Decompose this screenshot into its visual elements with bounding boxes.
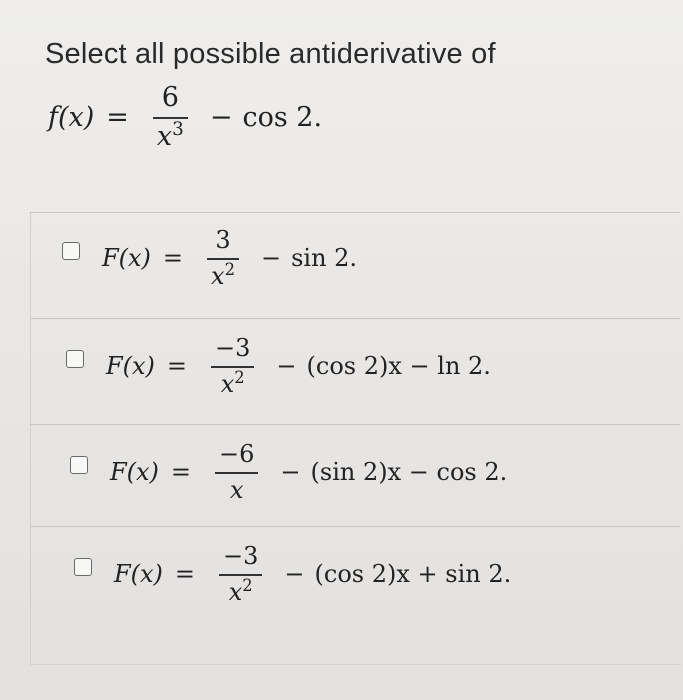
minus-operator: − <box>284 560 305 588</box>
denominator-exponent: 2 <box>242 576 253 596</box>
answer-option-1[interactable] <box>62 226 357 290</box>
fraction-numerator: 3 <box>215 226 231 254</box>
fraction <box>207 226 239 290</box>
denominator-base: x <box>220 370 235 398</box>
fraction-denominator <box>207 260 239 290</box>
answer-option-2[interactable] <box>66 334 491 398</box>
option-formula <box>110 440 507 504</box>
denominator-base: x <box>228 578 243 606</box>
minus-operator: − <box>260 244 282 272</box>
denominator-base: x <box>156 121 173 152</box>
fraction-denominator <box>153 119 188 152</box>
fraction <box>153 82 188 152</box>
formula-lhs: F(x) <box>114 560 163 588</box>
equals-sign: = <box>162 244 184 272</box>
formula-tail: (sin 2)x − cos 2. <box>310 458 508 486</box>
fraction <box>211 334 254 398</box>
equals-sign: = <box>170 458 192 486</box>
equals-sign: = <box>106 101 129 133</box>
function-tail: cos 2. <box>242 101 323 133</box>
fraction <box>215 440 258 504</box>
denominator-base: x <box>229 476 244 504</box>
minus-operator: − <box>280 458 301 486</box>
minus-operator: − <box>209 101 233 133</box>
formula-lhs: F(x) <box>102 244 151 272</box>
denominator-exponent: 2 <box>224 260 235 280</box>
fraction-denominator <box>217 368 249 398</box>
fraction-denominator <box>226 474 248 504</box>
option-formula <box>102 226 357 290</box>
answer-option-4[interactable] <box>74 542 511 606</box>
divider <box>30 318 680 319</box>
fraction-numerator: −3 <box>215 334 251 362</box>
formula-tail: sin 2. <box>291 244 358 272</box>
checkbox[interactable] <box>70 456 88 474</box>
divider <box>30 526 680 527</box>
checkbox[interactable] <box>66 350 84 368</box>
formula-tail: (cos 2)x + sin 2. <box>314 560 512 588</box>
divider <box>30 424 680 425</box>
divider <box>30 212 680 213</box>
formula-lhs: F(x) <box>106 352 155 380</box>
formula-lhs: F(x) <box>110 458 159 486</box>
fraction-numerator: −3 <box>223 542 259 570</box>
answer-option-3[interactable] <box>70 440 507 504</box>
denominator-exponent: 3 <box>172 118 184 140</box>
function-definition <box>48 82 322 152</box>
equals-sign: = <box>174 560 196 588</box>
question-prompt: Select all possible antiderivative of <box>45 38 496 70</box>
function-lhs: f(x) <box>48 101 95 133</box>
formula-tail: (cos 2)x − ln 2. <box>306 352 491 380</box>
fraction-denominator <box>225 576 257 606</box>
option-formula <box>106 334 491 398</box>
minus-operator: − <box>276 352 297 380</box>
fraction-numerator: −6 <box>219 440 255 468</box>
checkbox[interactable] <box>62 242 80 260</box>
denominator-exponent: 2 <box>234 368 245 388</box>
fraction-numerator: 6 <box>161 82 179 113</box>
equals-sign: = <box>166 352 188 380</box>
checkbox[interactable] <box>74 558 92 576</box>
option-formula <box>114 542 511 606</box>
fraction <box>219 542 262 606</box>
denominator-base: x <box>211 262 225 290</box>
